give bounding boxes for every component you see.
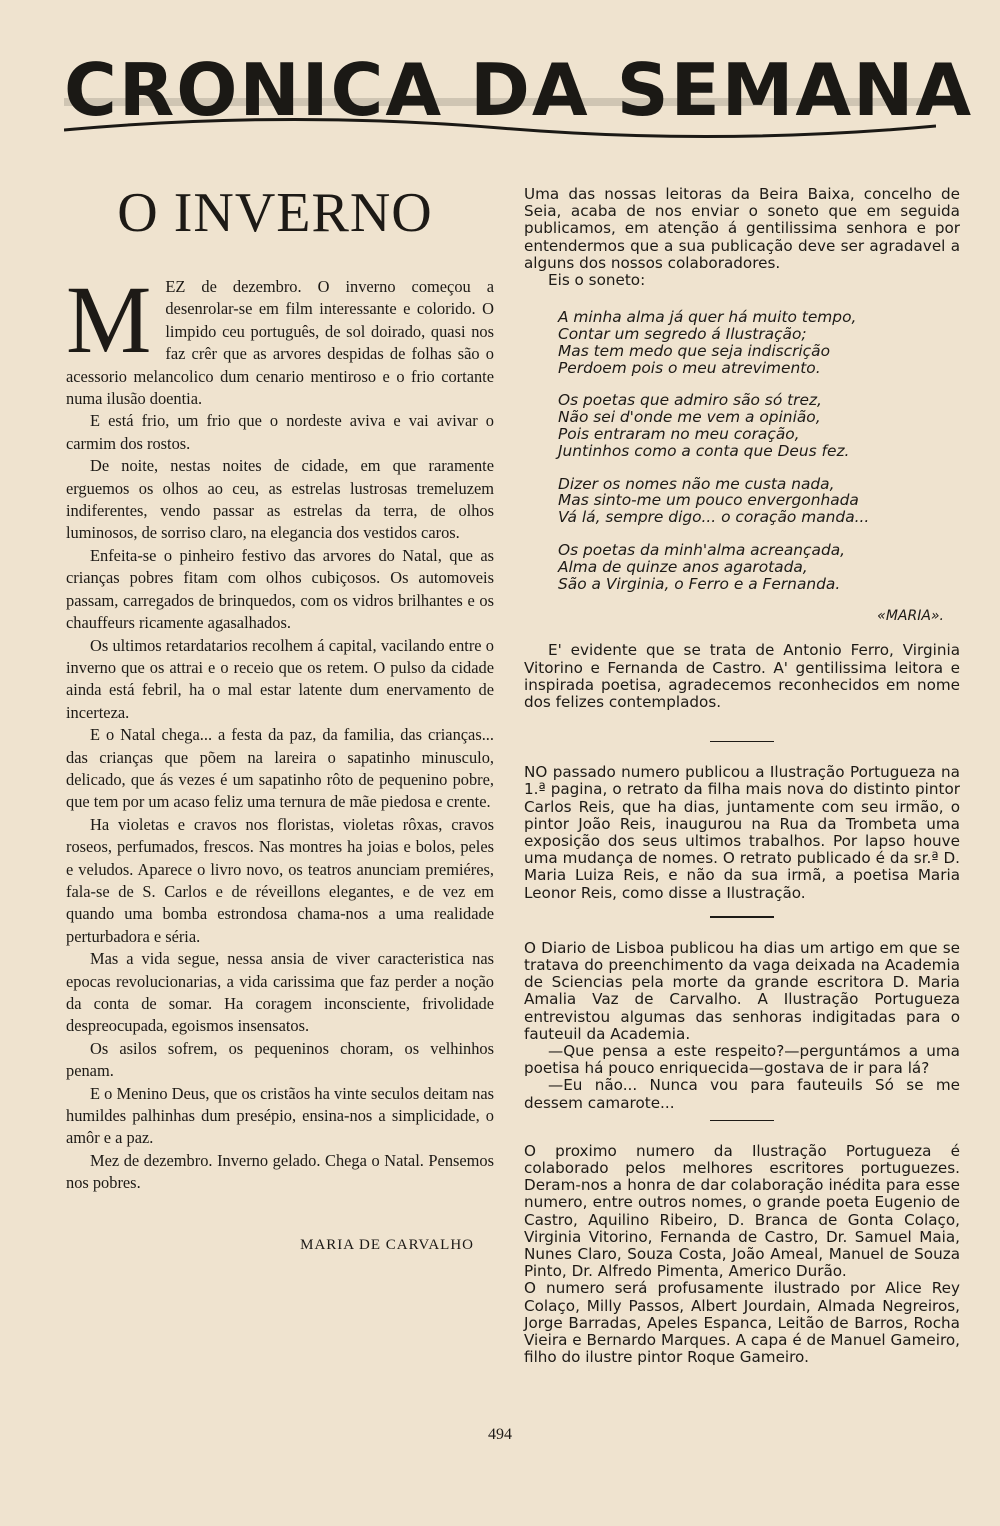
poem-line: Os poetas que admiro são só trez, <box>558 391 822 410</box>
paragraph: Ha violetas e cravos nos floristas, violetas rôxas, cravos roseos, perfumados, frescos. Nas montres ha joias e bolos, peles e veludos. Aparece o livro novo, os teatros anunciam premiéres, fala-se de S. Carlos e de réveillons elegantes, e de vez em quando uma bomba estrondosa chama-nos a uma realidade perturbadora e séria. <box>66 814 494 946</box>
paragraph: Mez de dezembro. Inverno gelado. Chega o Natal. Pensemos nos pobres. <box>66 1150 494 1193</box>
right-column <box>524 186 960 1366</box>
notice-paragraph: O numero será profusamente ilustrado por Alice Rey Colaço, Milly Passos, Albert Jourdain, Almada Negreiros, Jorge Barradas, Apeles Espanca, Leitão de Barros, Rocha Vieira e Bernardo Marques. A capa é de Manuel Gameiro, filho do ilustre pintor Roque Gameiro. <box>524 1279 960 1367</box>
paragraph: Mas a vida segue, nessa ansia de viver caracteristica nas epocas revolucionarias, a vida carissima que faz perder a noção da conta de somar. Ha coragem inconsciente, frivolidade despreocupada, egoismos insensatos. <box>66 949 494 1036</box>
author-signature: MARIA DE CARVALHO <box>300 1236 474 1253</box>
stanza <box>558 392 960 459</box>
article-body <box>66 266 494 1195</box>
poem-line: Vá lá, sempre digo... o coração manda... <box>558 508 870 527</box>
intro-tail: Eis o soneto: <box>548 271 646 290</box>
right-body <box>524 186 960 289</box>
notice-paragraph: NO passado numero publicou a Ilustração Portugueza na 1.ª pagina, o retrato da filha mais nova do distinto pintor Carlos Reis, que ha dias, juntamente com seu irmão, o pintor João Reis, inaugurou na Rua da Trombeta uma exposição dos seus ultimos trabalhos. Por lapso houve uma mudança de nomes. O retrato publicado é da sr.ª D. Maria Luiza Reis, e não da sua irmã, a poetisa Maria Leonor Reis, como disse a Ilustração. <box>524 763 960 902</box>
notice-answer: —Eu não... Nunca vou para fauteuils Só se me dessem camarote... <box>524 1076 960 1112</box>
notice-block <box>524 764 960 902</box>
section-divider <box>710 916 774 918</box>
notice-paragraph: O proximo numero da Ilustração Portugueza é colaborado pelos melhores escritores portuguezes. Deram-nos a honra de dar colaboração inédita para esse numero, entre outros nomes, o grande poeta Eugenio de Castro, Aquilino Ribeiro, D. Branca de Gonta Colaço, Virginia Vitorino, Fernanda de Castro, Dr. Samuel Maia, Nunes Claro, Souza Costa, João Ameal, Manuel de Souza Pinto, Dr. Alfredo Pimenta, Americo Durão. <box>524 1141 960 1281</box>
notice-question: —Que pensa a este respeito?—perguntámos a uma poetisa há pouco enriquecida—gostava de ir para lá? <box>524 1042 960 1078</box>
paragraph: De noite, nestas noites de cidade, em que raramente erguemos os olhos ao ceu, as estrelas lustrosas tremeluzem indiferentes, vendo passar as estrelas da terra, de olhos luminosos, de sorriso claro, na elegancia dos vestidos caros. <box>66 456 494 543</box>
drop-cap: M <box>66 266 152 373</box>
first-paragraph-text: EZ de dezembro. O inverno começou a desenrolar-se em film interessante e colorido. O limpido ceu português, de sol doirado, quasi nos faz crêr que as arvores despidas de folhas são o acessorio melancolico dum cenario mentiroso e o frio cortante numa ilusão doentia. <box>66 277 494 409</box>
notice-block <box>524 940 960 1112</box>
paragraph: E está frio, um frio que o nordeste aviva e vai avivar o carmim dos rostos. <box>66 411 494 453</box>
poem-line: Os poetas da minh'alma acreançada, <box>558 540 846 559</box>
poem-line: Alma de quinze anos agarotada, <box>558 557 808 576</box>
section-divider <box>710 741 774 742</box>
sonnet <box>558 309 960 592</box>
left-column <box>66 180 494 1254</box>
poem-line: Perdoem pois o meu atrevimento. <box>558 358 821 377</box>
poem-signature: «MARIA». <box>877 608 944 625</box>
poem-line: Contar um segredo á Ilustração; <box>558 325 807 344</box>
poem-line: São a Virginia, o Ferro e a Fernanda. <box>558 574 841 593</box>
stanza <box>558 309 960 376</box>
after-poem-paragraph: E' evidente que se trata de Antonio Ferro, Virginia Vitorino e Fernanda de Castro. A' gentilissima leitora e inspirada poetisa, agradecemos reconhecidos em nome dos felizes contemplados. <box>524 641 960 711</box>
section-divider <box>710 1120 774 1121</box>
after-poem-block <box>524 642 960 711</box>
paragraph: Enfeita-se o pinheiro festivo das arvores do Natal, que as crianças pobres fitam com olhos cubiçosos. Os automoveis passam, carregados de brinquedos, com os vidros brilhantes e os chauffeurs ricamente agasalhados. <box>66 545 494 633</box>
stanza <box>558 476 960 526</box>
paragraph: Os asilos sofrem, os pequeninos choram, os velhinhos penam. <box>66 1038 494 1081</box>
paragraph: E o Natal chega... a festa da paz, da familia, das crianças... das crianças que põem na lareira o sapatinho minusculo, delicado, que ás vezes é um sapatinho rôto de pequenino pobre, que tem por um acaso feliz uma ternura de mãe piedosa e crente. <box>66 725 494 812</box>
poem-line: Mas tem medo que seja indiscrição <box>558 341 830 360</box>
first-paragraph <box>66 266 494 410</box>
notice-block <box>524 1143 960 1367</box>
masthead-banner <box>64 40 974 140</box>
masthead-title: CRONICA DA SEMANA <box>64 48 974 132</box>
page-number: 494 <box>488 1426 512 1443</box>
poem-line: Dizer os nomes não me custa nada, <box>558 474 835 493</box>
poem-line: Pois entraram no meu coração, <box>558 425 800 443</box>
poem-line: Mas sinto-me um pouco envergonhada <box>558 491 859 510</box>
poem-line: Não sei d'onde me vem a opinião, <box>558 408 821 427</box>
poem-line: Juntinhos como a conta que Deus fez. <box>558 441 850 460</box>
intro-paragraph: Uma das nossas leitoras da Beira Baixa, concelho de Seia, acaba de nos enviar o soneto que em seguida publicamos, em atenção á gentilissima senhora e por entendermos que a sua publicação deve ser agradavel a alguns dos nossos colaboradores. <box>524 185 960 272</box>
stanza <box>558 542 960 592</box>
notice-paragraph: O Diario de Lisboa publicou ha dias um artigo em que se tratava do preenchimento da vaga deixada na Academia de Sciencias pela morte da grande escritora D. Maria Amalia Vaz de Carvalho. A Ilustração Portugueza entrevistou algumas das senhoras indigitadas para o fauteuil da Academia. <box>524 938 960 1043</box>
paragraph: E o Menino Deus, que os cristãos ha vinte seculos deitam nas humildes palhinhas dum presépio, ensina-nos a simplicidade, o amôr e a paz. <box>66 1083 494 1148</box>
article-title: O INVERNO <box>117 182 433 244</box>
poem-line: A minha alma já quer há muito tempo, <box>558 308 857 327</box>
paragraph: Os ultimos retardatarios recolhem á capital, vacilando entre o inverno que os attrai e o receio que os retem. O pulso da cidade ainda está febril, ha o mal estar latente dum enervamento de incerteza. <box>66 635 494 722</box>
